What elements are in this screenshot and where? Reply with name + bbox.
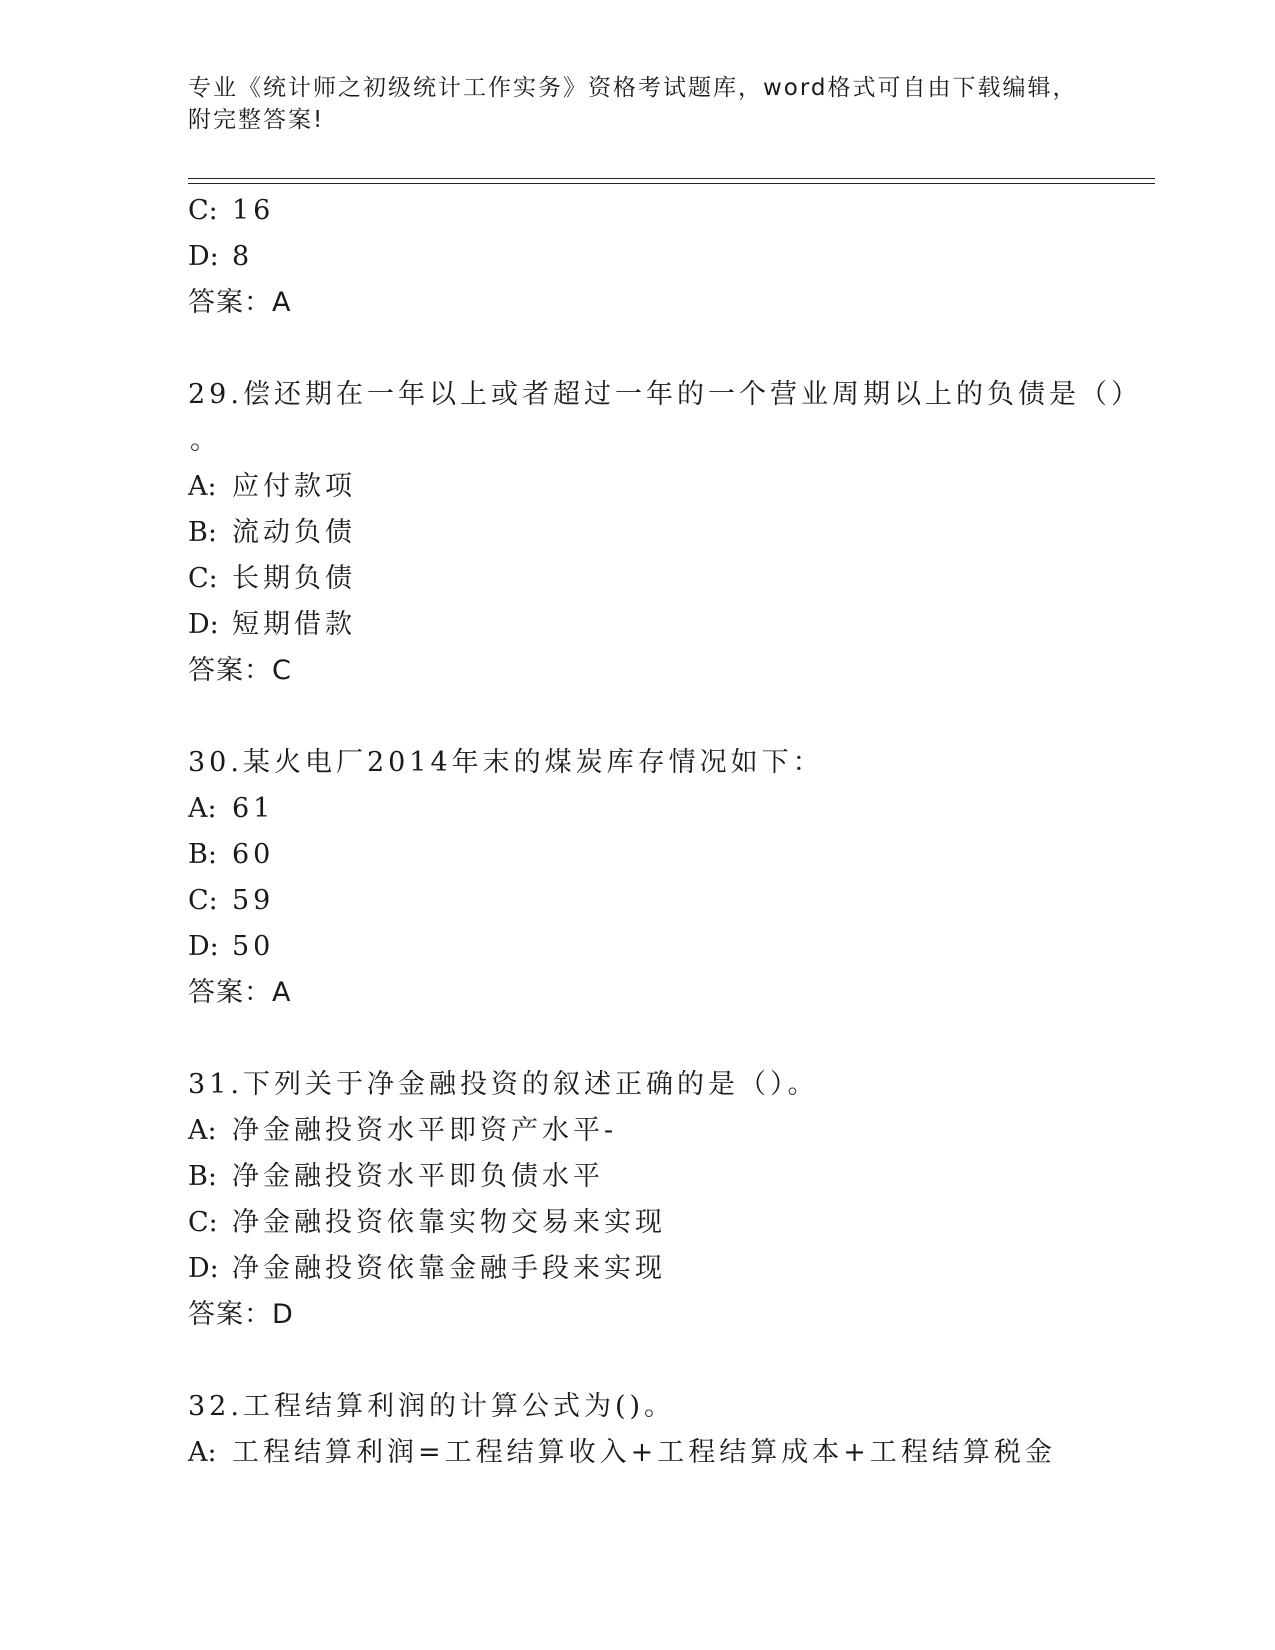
option-line [188,1154,1148,1200]
option-label: C: [188,885,218,916]
option-label: A: [188,1437,217,1468]
option-line [188,1200,1148,1246]
option-text: 净金融投资依靠实物交易来实现 [232,1207,666,1238]
option-label: A: [188,793,217,824]
answer-value: A [272,977,292,1008]
option-line [188,1108,1148,1154]
prev-question-block [188,188,1148,326]
question-31 [188,1062,1148,1338]
option-line [188,832,1148,878]
option-line [188,556,1148,602]
option-label: B: [188,839,217,870]
option-text: 60 [232,839,275,870]
option-text: 净金融投资水平即资产水平- [232,1115,618,1146]
option-line [188,1246,1148,1292]
header-divider-top [188,178,1155,179]
option-line [188,510,1148,556]
answer-value: A [272,287,292,318]
header-divider-bottom [188,183,1155,184]
option-text: 59 [232,885,275,916]
option-text: 工程结算利润=工程结算收入+工程结算成本+工程结算税金 [232,1437,1056,1468]
option-text: 净金融投资依靠金融手段来实现 [232,1253,666,1284]
option-label: D: [188,931,219,962]
option-text: 50 [232,931,275,962]
option-text: 8 [232,241,254,272]
answer-line [188,280,1148,326]
answer-label: 答案： [188,977,272,1008]
question-number: 29. [188,379,243,410]
question-text: 工程结算利润的计算公式为()。 [242,1391,676,1422]
option-text: 短期借款 [232,609,356,640]
question-number: 30. [188,747,243,778]
option-line [188,786,1148,832]
answer-label: 答案： [188,1299,272,1330]
option-text: 61 [232,793,275,824]
answer-line [188,648,1148,694]
question-text: 偿还期在一年以上或者超过一年的一个营业周期以上的负债是（） [242,379,1142,410]
option-text: 流动负债 [232,517,356,548]
answer-line [188,1292,1148,1338]
question-stem [188,1384,1148,1430]
header-line-1: 专业《统计师之初级统计工作实务》资格考试题库，word格式可自由下载编辑， [188,75,1078,101]
header-line-2: 附完整答案! [188,107,325,133]
answer-label: 答案： [188,655,272,686]
option-label: D: [188,241,219,272]
option-label: B: [188,517,217,548]
option-text: 16 [232,195,275,226]
question-stem [188,372,1148,418]
option-line [188,1430,1148,1476]
question-32 [188,1384,1148,1476]
answer-line [188,970,1148,1016]
question-text: 某火电厂2014年末的煤炭库存情况如下： [242,747,824,778]
option-label: C: [188,195,218,226]
option-line [188,234,1148,280]
option-label: A: [188,471,217,502]
option-line [188,878,1148,924]
answer-value: C [272,655,292,686]
question-30 [188,740,1148,1016]
option-label: D: [188,1253,219,1284]
answer-value: D [272,1299,294,1330]
question-stem [188,1062,1148,1108]
option-text: 长期负债 [232,563,356,594]
option-label: C: [188,1207,218,1238]
question-29 [188,372,1148,694]
answer-label: 答案： [188,287,272,318]
question-stem [188,740,1148,786]
option-label: B: [188,1161,217,1192]
option-text: 应付款项 [232,471,356,502]
option-text: 净金融投资水平即负债水平 [232,1161,604,1192]
option-label: D: [188,609,219,640]
option-line [188,464,1148,510]
question-number: 32. [188,1391,243,1422]
option-label: A: [188,1115,217,1146]
document-header [188,72,1088,136]
option-label: C: [188,563,218,594]
option-line [188,602,1148,648]
question-number: 31. [188,1069,243,1100]
option-line [188,188,1148,234]
question-list [188,188,1148,1476]
question-text: 下列关于净金融投资的叙述正确的是（）。 [242,1069,819,1100]
question-stem-continuation: 。 [190,425,217,456]
option-line [188,924,1148,970]
